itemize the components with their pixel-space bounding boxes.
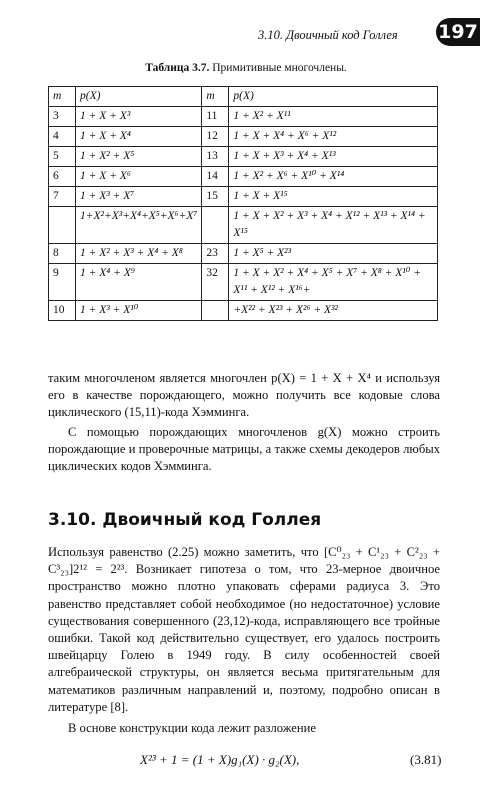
cell-m: 14 — [202, 167, 229, 187]
table-caption-text: Примитивные многочлены. — [212, 62, 347, 74]
cell-poly: 1 + X + X² + X⁴ + X⁵ + X⁷ + X⁸ + X¹⁰ + X¹¹ + X¹² + X¹⁶+ — [229, 264, 438, 301]
cell-m: 4 — [49, 127, 76, 147]
table-row — [49, 107, 438, 127]
running-head: 3.10. Двоичный код Голлея — [258, 28, 398, 42]
cell-poly: 1 + X + X² + X³ + X⁴ + X¹² + X¹³ + X¹⁴ + X¹⁵ — [229, 207, 438, 244]
paragraph-construction: В основе конструкции кода лежит разложение — [68, 721, 316, 735]
cell-poly: 1 + X + X⁶ — [76, 167, 202, 187]
cell-m: 12 — [202, 127, 229, 147]
table-row — [49, 207, 438, 244]
table-row — [49, 127, 438, 147]
table-caption-label: Таблица 3.7. — [145, 62, 210, 74]
paragraph-golay-intro: Используя равенство (2.25) можно заметить, что [C⁰₂₃ + C¹₂₃ + C²₂₃ + C³₂₃]2¹² = 2²³. Возникает гипотеза о том, что 23-мерное двоичное пространство можно плотно упаковать сферами радиуса 3. Это равенство представляет собой необходимое (но недостаточное) условие существования совершенного (23,12)-кода, исправляющего все тройные ошибки. Такой код действительно существует, его удалось построить швейцарцу Голею в 1949 году. В силу особенностей своей алгебраической структуры, он является весьма притягательным для математиков различным направлений и, поэтому, подробно описан в литературе [8]. — [48, 545, 440, 714]
cell-poly: 1 + X + X⁴ — [76, 127, 202, 147]
paragraph-generator-matrices: С помощью порождающих многочленов g(X) можно строить порождающие и проверочные матрицы, а также схемы декодеров любых циклических кодов Хэмминга. — [48, 425, 440, 474]
page-number: 197 — [436, 18, 480, 46]
header-p-right: p(X) — [229, 87, 438, 107]
cell-poly: 1+X²+X³+X⁴+X⁵+X⁶+X⁷ — [76, 207, 202, 244]
cell-m: 10 — [49, 301, 76, 321]
cell-m: 23 — [202, 244, 229, 264]
table-row — [49, 244, 438, 264]
table-row — [49, 264, 438, 301]
cell-m: 13 — [202, 147, 229, 167]
cell-m — [202, 207, 229, 244]
cell-m: 15 — [202, 187, 229, 207]
cell-poly: 1 + X³ + X⁷ — [76, 187, 202, 207]
cell-poly: 1 + X + X³ + X⁴ + X¹³ — [229, 147, 438, 167]
header-p-left: p(X) — [76, 87, 202, 107]
cell-poly: 1 + X² + X¹¹ — [229, 107, 438, 127]
header-m-left: m — [49, 87, 76, 107]
cell-poly: 1 + X² + X⁵ — [76, 147, 202, 167]
table-header-row — [49, 87, 438, 107]
table-row — [49, 301, 438, 321]
equation: X²³ + 1 = (1 + X)g₁(X) · g₂(X), — [140, 752, 300, 767]
cell-poly: 1 + X³ + X¹⁰ — [76, 301, 202, 321]
cell-m: 32 — [202, 264, 229, 301]
table-caption — [0, 62, 492, 74]
cell-m: 7 — [49, 187, 76, 207]
cell-poly: +X²² + X²³ + X²⁶ + X³² — [229, 301, 438, 321]
cell-m: 9 — [49, 264, 76, 301]
cell-m — [49, 207, 76, 244]
table-row — [49, 147, 438, 167]
cell-m: 11 — [202, 107, 229, 127]
cell-m: 8 — [49, 244, 76, 264]
cell-poly: 1 + X² + X⁶ + X¹⁰ + X¹⁴ — [229, 167, 438, 187]
cell-poly: 1 + X + X⁴ + X⁶ + X¹² — [229, 127, 438, 147]
paragraph-hamming-generator: таким многочленом является многочлен p(X) = 1 + X + X⁴ и используя его в качестве порождающего, можно получить все кодовые слова циклического (15,11)-кода Хэмминга. — [48, 371, 440, 420]
cell-m: 6 — [49, 167, 76, 187]
cell-poly: 1 + X² + X³ + X⁴ + X⁸ — [76, 244, 202, 264]
cell-m — [202, 301, 229, 321]
table-row — [49, 167, 438, 187]
header-m-right: m — [202, 87, 229, 107]
cell-m: 5 — [49, 147, 76, 167]
primitive-polynomials-table — [48, 86, 438, 321]
cell-poly: 1 + X⁴ + X⁹ — [76, 264, 202, 301]
cell-poly: 1 + X + X¹⁵ — [229, 187, 438, 207]
cell-poly: 1 + X⁵ + X²³ — [229, 244, 438, 264]
table-row — [49, 187, 438, 207]
cell-m: 3 — [49, 107, 76, 127]
equation-number: (3.81) — [410, 752, 442, 767]
cell-poly: 1 + X + X³ — [76, 107, 202, 127]
section-title: 3.10. Двоичный код Голлея — [48, 510, 322, 530]
